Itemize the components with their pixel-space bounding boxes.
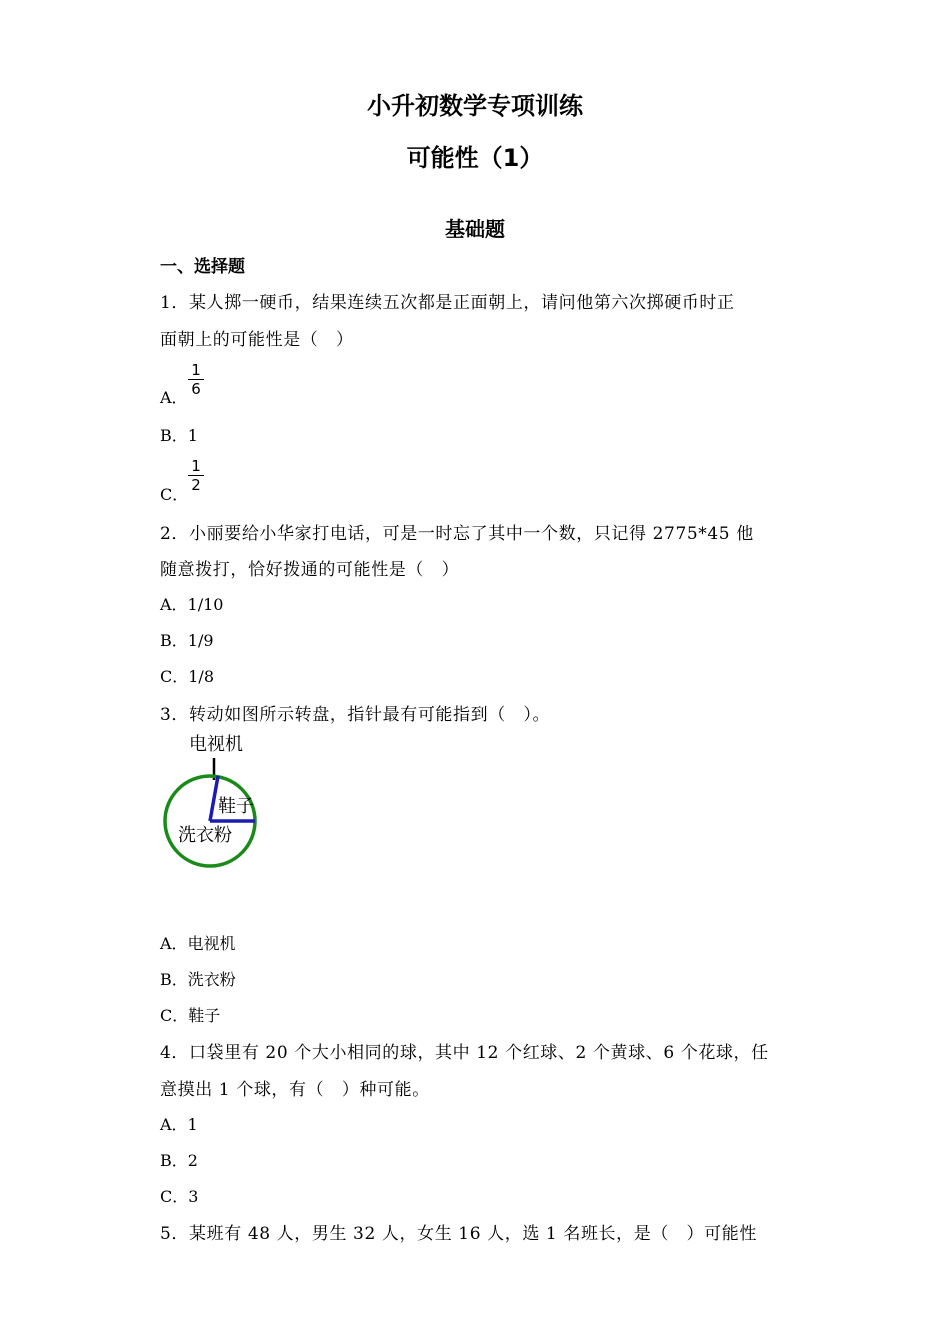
question-2-line-1: 2．小丽要给小华家打电话，可是一时忘了其中一个数，只记得 2775*45 他 xyxy=(160,524,754,544)
section-title: 基础题 xyxy=(445,217,505,241)
question-4-option-a: A．1 xyxy=(160,1115,198,1134)
question-3-line-1: 3．转动如图所示转盘，指针最有可能指到（ ）。 xyxy=(160,705,551,725)
question-2-option-b: B．1/9 xyxy=(160,631,214,650)
question-4-line-2: 意摸出 1 个球，有（ ）种可能。 xyxy=(160,1080,430,1100)
question-2-option-c: C．1/8 xyxy=(160,667,214,686)
question-2-line-2: 随意拨打，恰好拨通的可能性是（ ） xyxy=(160,560,460,580)
question-3-option-c: C．鞋子 xyxy=(160,1006,221,1025)
spinner-label-shoes: 鞋子 xyxy=(218,796,254,817)
question-3-option-b: B．洗衣粉 xyxy=(160,970,236,989)
fraction-numerator: 1 xyxy=(191,361,201,379)
spinner-label-tv: 电视机 xyxy=(189,734,243,755)
spinner-divider-tv xyxy=(210,776,218,821)
question-2-option-a: A．1/10 xyxy=(160,595,224,614)
document-title: 小升初数学专项训练 xyxy=(367,92,583,120)
question-5-line-1: 5．某班有 48 人，男生 32 人，女生 16 人，选 1 名班长，是（ ）可能性 xyxy=(160,1224,757,1244)
spinner-label-detergent: 洗衣粉 xyxy=(178,825,232,846)
question-3-option-a: A．电视机 xyxy=(160,934,236,953)
question-1-option-a-fraction xyxy=(188,362,204,397)
fraction-denominator: 2 xyxy=(191,476,201,494)
fraction-numerator: 1 xyxy=(191,457,201,475)
question-4-option-c: C．3 xyxy=(160,1187,199,1206)
part-heading: 一、选择题 xyxy=(160,257,245,277)
question-1-line-1: 1．某人掷一硬币，结果连续五次都是正面朝上，请问他第六次掷硬币时正 xyxy=(160,293,735,313)
spinner-diagram xyxy=(158,728,268,873)
question-1-option-c-fraction xyxy=(188,458,204,493)
question-1-option-a-label: A． xyxy=(160,388,188,407)
question-4-line-1: 4．口袋里有 20 个大小相同的球，其中 12 个红球、2 个黄球、6 个花球，任 xyxy=(160,1043,769,1063)
question-4-option-b: B．2 xyxy=(160,1151,198,1170)
question-1-option-b: B．1 xyxy=(160,426,198,445)
question-1-option-c-label: C． xyxy=(160,485,189,504)
question-1-line-2: 面朝上的可能性是（ ） xyxy=(160,330,354,350)
fraction-denominator: 6 xyxy=(191,380,201,398)
document-subtitle: 可能性（1） xyxy=(406,144,544,172)
